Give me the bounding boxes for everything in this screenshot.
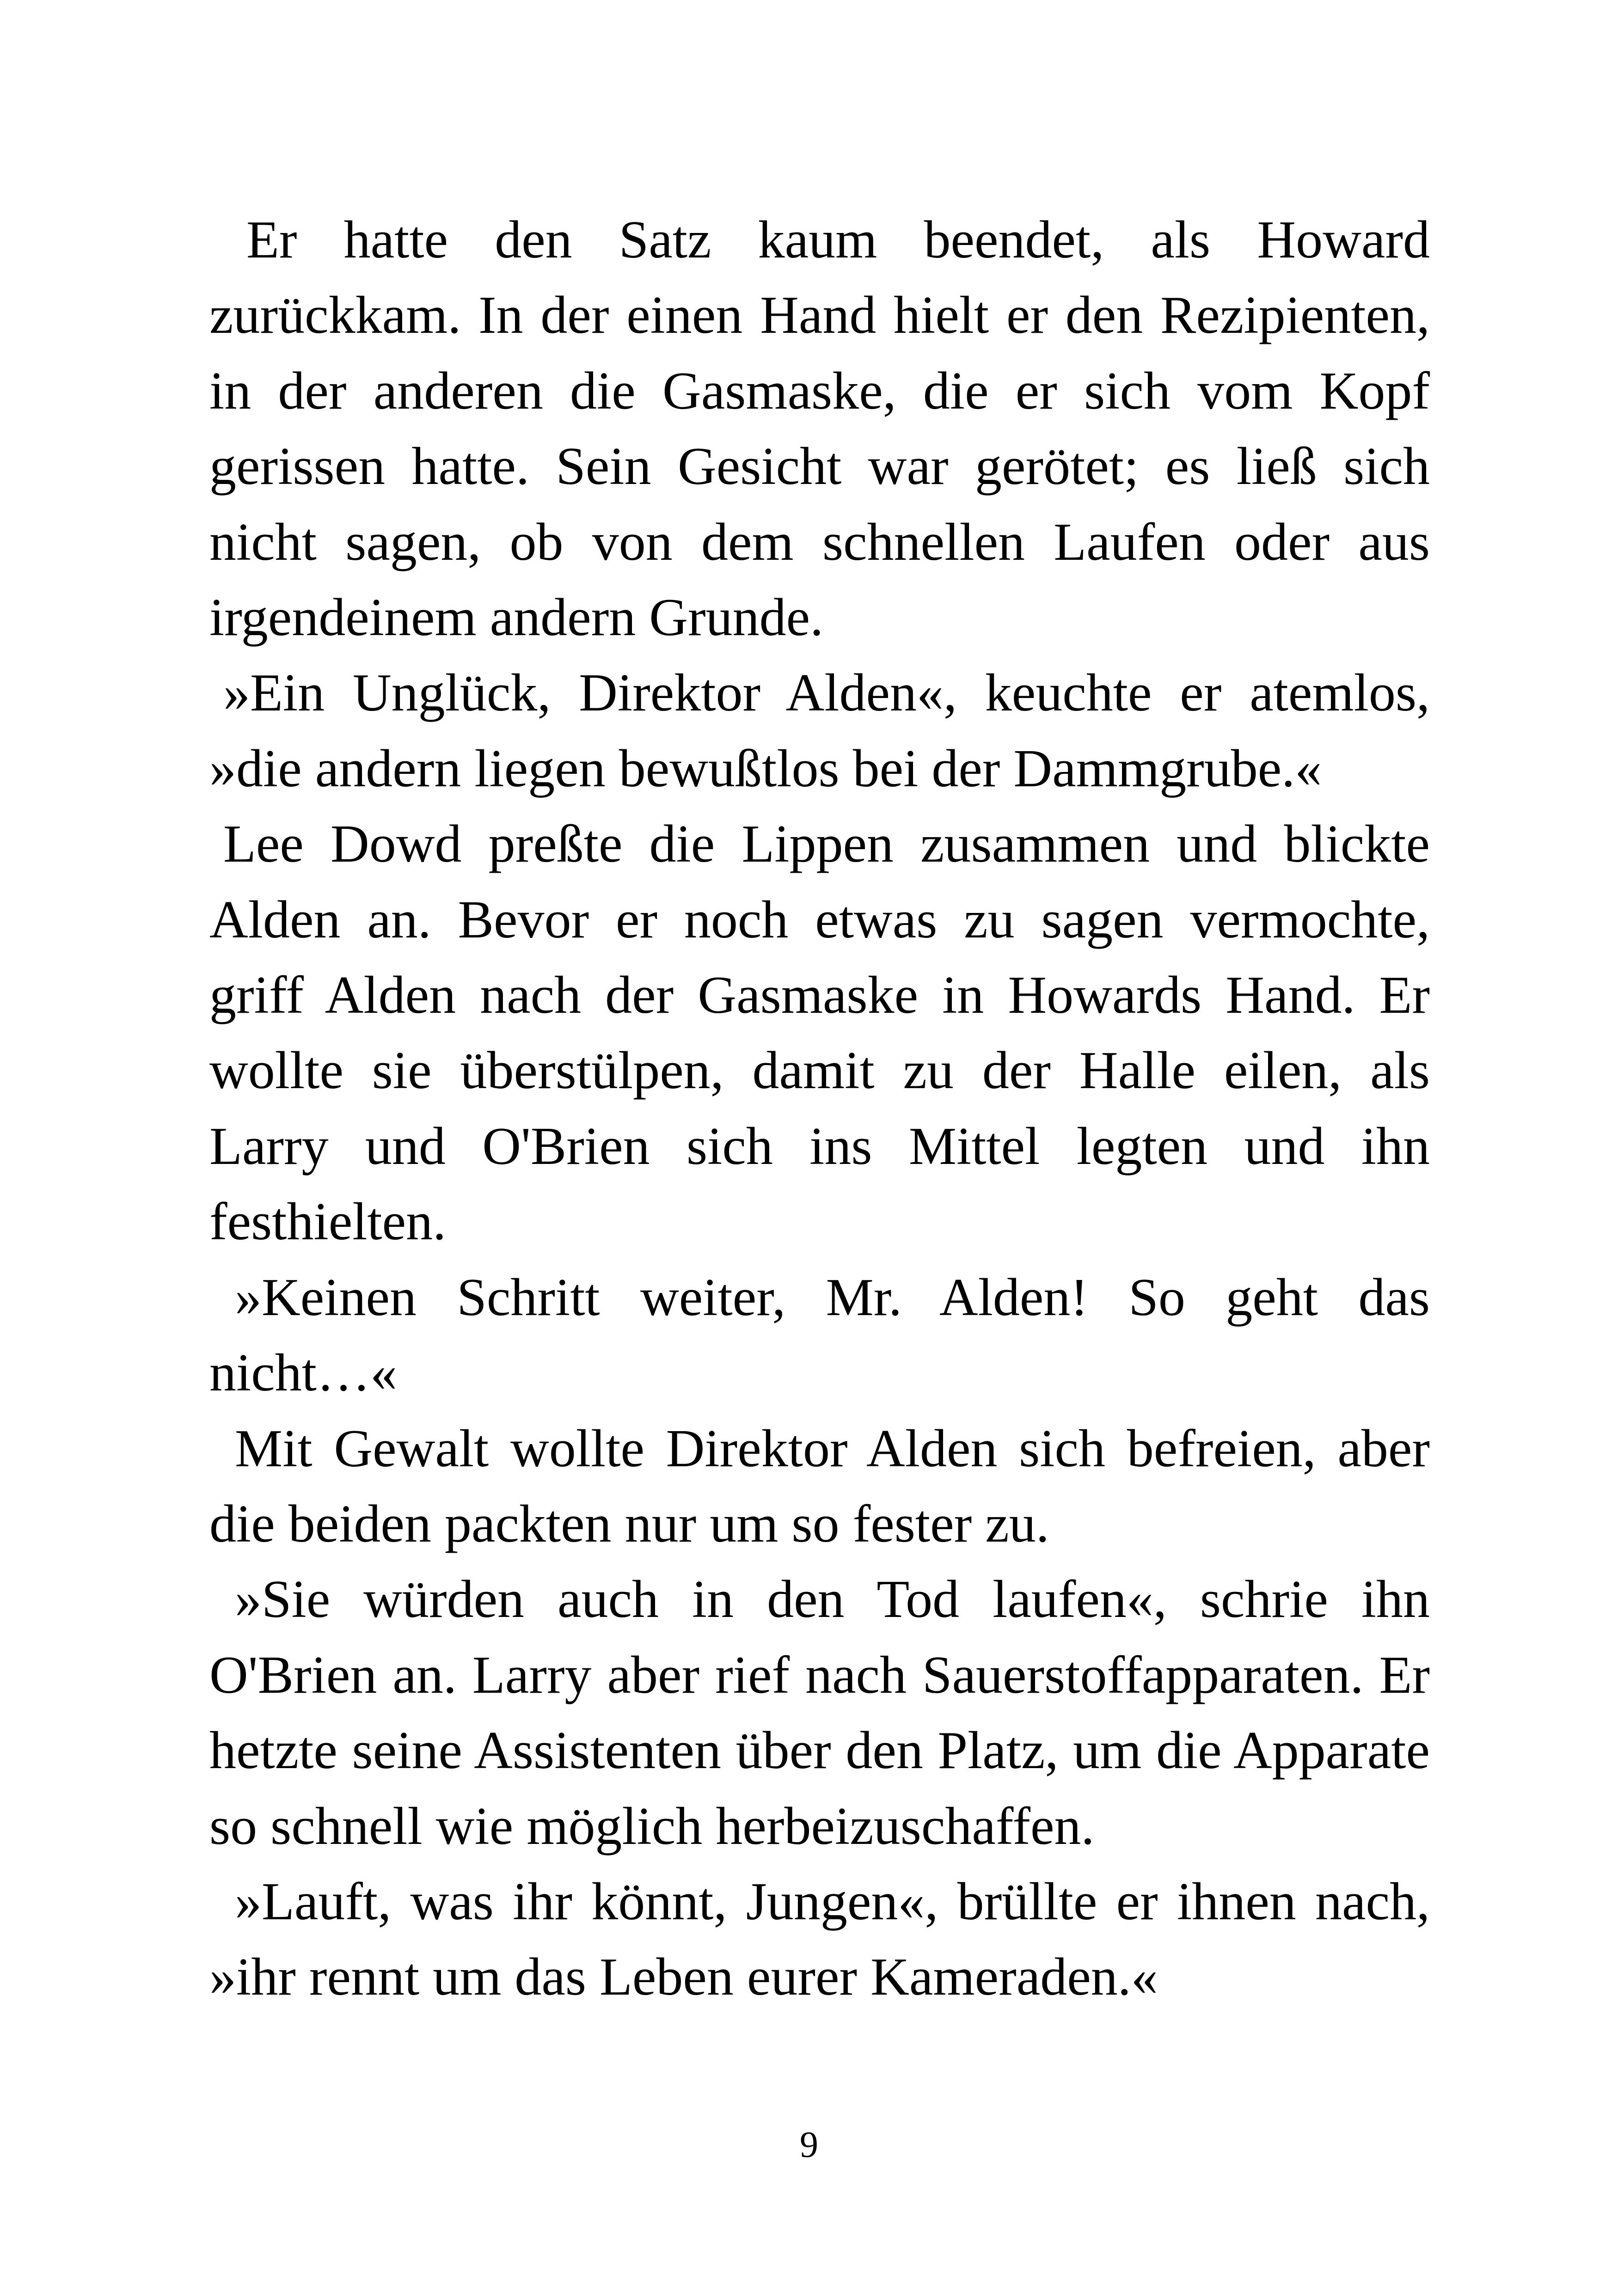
paragraph-6: »Sie würden auch in den Tod laufen«, schrie ihn O'Brien an. Larry aber rief nach Sauerstoffapparaten. Er hetzte seine Assistenten über den Platz, um die Apparate so schnell wie möglich herbeizuschaffen. <box>209 1570 1430 1856</box>
paragraph-4: »Keinen Schritt weiter, Mr. Alden! So geht das nicht…« <box>209 1267 1430 1403</box>
paragraph-7: »Lauft, was ihr könnt, Jungen«, brüllte er ihnen nach, »ihr rennt um das Leben eurer Kameraden.« <box>209 1872 1430 2007</box>
paragraph-3: Lee Dowd preßte die Lippen zusammen und blickte Alden an. Bevor er noch etwas zu sagen vermochte, griff Alden nach der Gasmaske in Howards Hand. Er wollte sie überstülpen, damit zu der Halle eilen, als Larry und O'Brien sich ins Mittel legten und ihn festhielten. <box>209 814 1430 1252</box>
paragraph-1: Er hatte den Satz kaum beendet, als Howard zurückkam. In der einen Hand hielt er den Rezipienten, in der anderen die Gasmaske, die er sich vom Kopf gerissen hatte. Sein Gesicht war gerötet; es ließ sich nicht sagen, ob von dem schnellen Laufen oder aus irgendeinem andern Grunde. <box>209 210 1430 648</box>
page-number: 9 <box>800 2125 818 2165</box>
body-text <box>209 202 1430 2015</box>
paragraph-5: Mit Gewalt wollte Direktor Alden sich befreien, aber die beiden packten nur um so fester zu. <box>209 1419 1430 1554</box>
paragraph-2: »Ein Unglück, Direktor Alden«, keuchte er atemlos, »die andern liegen bewußtlos bei der Dammgrube.« <box>209 663 1430 798</box>
